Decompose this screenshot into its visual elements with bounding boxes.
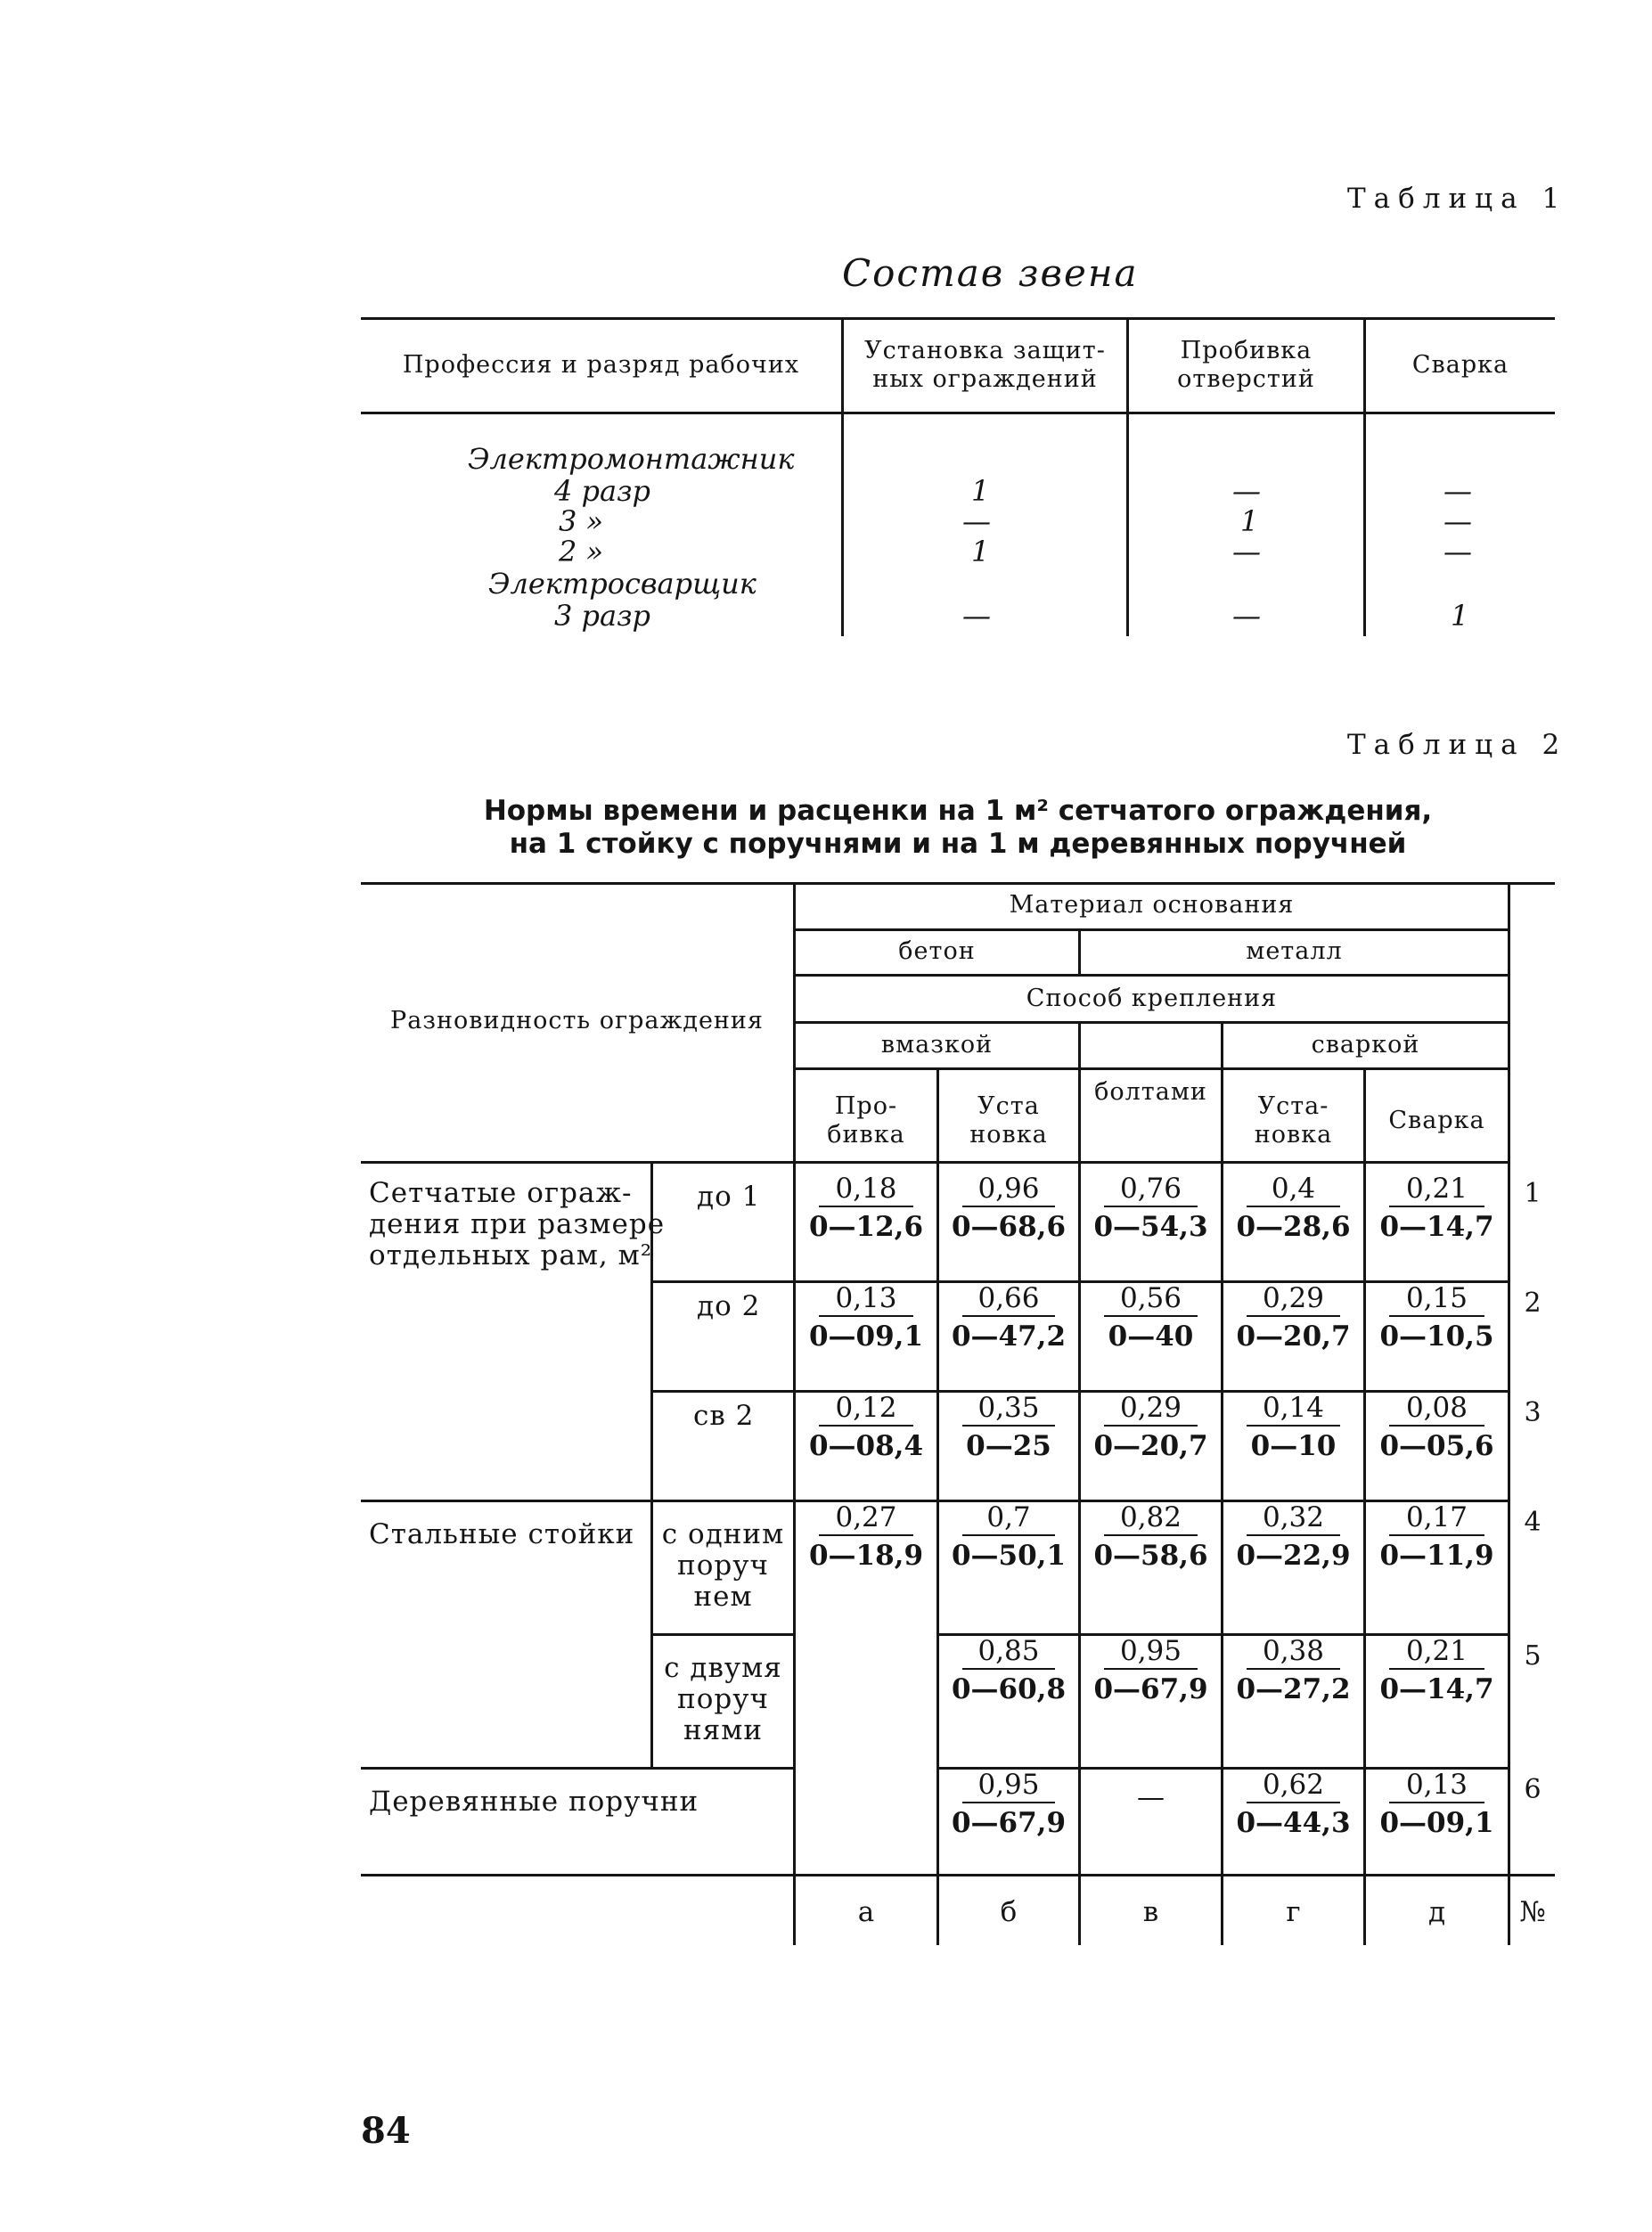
rate-cell [1223,1635,1363,1706]
rate-price: 0—54,3 [1093,1211,1208,1243]
row-number: 1 [1524,1178,1542,1209]
rate-cell [796,1501,936,1573]
rate-cell [1081,1501,1221,1573]
time-norm: 0,15 [1405,1282,1468,1314]
rate-price: 0—68,6 [951,1211,1067,1243]
rate-price: 0—09,1 [1379,1807,1494,1839]
rate-cell [939,1173,1078,1244]
table2-footer-col: г [1286,1896,1301,1928]
table2-header-install-welding: Уста- новка [1254,1092,1333,1149]
time-norm: 0,76 [1119,1173,1182,1205]
time-norm: 0,29 [1119,1392,1182,1424]
table1-cell: — [1443,474,1472,508]
fraction-bar [962,1206,1055,1207]
table2-caption: Таблица 2 [1347,729,1568,761]
time-norm: 0,66 [977,1282,1040,1314]
rate-price: 0—60,8 [951,1673,1067,1705]
time-norm: 0,18 [835,1173,897,1205]
time-norm: 0,4 [1271,1173,1316,1205]
rate-cell [1366,1392,1508,1463]
fraction-bar [962,1425,1055,1427]
rate-price: 0—67,9 [1093,1673,1208,1705]
rate-price: 0—28,6 [1236,1211,1351,1243]
rate-cell [1366,1501,1508,1573]
table2-footer-col: б [1000,1896,1018,1928]
table2-footer-col: в [1142,1896,1159,1928]
table1-header-rule [361,412,1555,414]
table2-rule [793,974,1508,977]
rate-price: 0—44,3 [1236,1807,1351,1839]
rate-cell [1081,1392,1221,1463]
time-norm: 0,56 [1119,1282,1182,1314]
table1-cell: — [962,599,991,633]
rate-price: 0—58,6 [1093,1540,1208,1572]
time-norm: 0,62 [1262,1769,1325,1801]
fraction-bar [1104,1534,1198,1536]
row-number: 6 [1524,1774,1542,1805]
fraction-bar [962,1315,1055,1317]
table2-rule [361,1767,793,1770]
table2-group-posts: Стальные стойки [369,1518,635,1550]
rate-price: 0—50,1 [951,1540,1067,1572]
row-number: 4 [1524,1507,1542,1538]
rate-cell [1081,1282,1221,1353]
table2-header-welding: сваркой [1311,1031,1420,1059]
table2-subrow: до 2 [697,1290,761,1322]
table2-header-material: Материал основания [1009,891,1295,919]
fraction-bar [1389,1425,1484,1427]
rate-price: 0—18,9 [808,1540,924,1572]
rate-cell [939,1392,1078,1463]
fraction-bar [1104,1668,1198,1670]
table2-header-rule [361,1161,1508,1164]
table1-header-install: Установка защит- ных ограждений [864,337,1106,393]
rate-cell [1366,1173,1508,1244]
rate-price: 0—09,1 [808,1320,924,1353]
table1-row-electrician: Электромонтажник [468,442,795,476]
table1-cell: — [1232,474,1261,508]
time-norm: 0,12 [835,1392,897,1424]
fraction-bar [1389,1315,1484,1317]
rate-cell [1223,1282,1363,1353]
fraction-bar [1389,1802,1484,1803]
rate-cell [796,1282,936,1353]
time-norm: 0,21 [1405,1173,1468,1205]
table1-header-profession: Профессия и разряд рабочих [402,351,800,379]
rate-cell [1081,1173,1221,1244]
table2-header-method: Способ крепления [1026,985,1278,1012]
table2-subrow: до 1 [697,1181,761,1213]
rate-price: 0—25 [966,1430,1051,1462]
rate-cell [1366,1769,1508,1840]
table2-footer-no: № [1519,1896,1546,1928]
fraction-bar [962,1534,1055,1536]
empty-cell-dash: — [1137,1781,1165,1813]
rate-price: 0—67,9 [951,1807,1067,1839]
rate-price: 0—14,7 [1379,1211,1494,1243]
rate-price: 0—40 [1108,1320,1194,1353]
table1-cell: — [1232,599,1261,633]
rate-price: 0—10 [1250,1430,1337,1462]
rate-price: 0—05,6 [1379,1430,1494,1462]
fraction-bar [819,1534,913,1536]
rate-price: 0—27,2 [1236,1673,1351,1705]
time-norm: 0,95 [1119,1635,1182,1667]
rate-cell [939,1282,1078,1353]
time-norm: 0,85 [977,1635,1040,1667]
table2-rule [793,1021,1508,1024]
rate-cell [1366,1635,1508,1706]
fraction-bar [1104,1206,1198,1207]
table1-cell: 1 [1240,504,1259,538]
time-norm: 0,38 [1262,1635,1325,1667]
time-norm: 0,96 [977,1173,1040,1205]
table1-cell: 1 [971,474,990,508]
time-norm: 0,35 [977,1392,1040,1424]
fraction-bar [1247,1206,1340,1207]
table2-header-bolts: болтами [1094,1078,1207,1106]
rate-cell [939,1501,1078,1573]
page-number: 84 [361,2110,411,2152]
time-norm: 0,13 [835,1282,897,1314]
time-norm: 0,13 [1405,1769,1468,1801]
table2-title: Нормы времени и расценки на 1 м² сетчатого ограждения, на 1 стойку с поручнями и на 1 м деревянных поручней [483,795,1433,860]
table2-rule [793,1067,1508,1070]
table1-row-grade2: 2 » [559,535,604,568]
table1-cell: 1 [971,535,990,568]
rate-price: 0—47,2 [951,1320,1067,1353]
time-norm: 0,7 [986,1501,1031,1533]
time-norm: 0,14 [1262,1392,1325,1424]
table2-header-install: Уста новка [969,1092,1048,1149]
table2-header-metal: металл [1246,937,1343,965]
rate-cell [1223,1501,1363,1573]
rate-cell [796,1173,936,1244]
table2-header-punch: Про- бивка [827,1092,905,1149]
time-norm: 0,21 [1405,1635,1468,1667]
fraction-bar [1247,1425,1340,1427]
fraction-bar [1389,1206,1484,1207]
row-number: 2 [1524,1288,1542,1319]
table1-row-welder-grade3: 3 разр [554,599,651,633]
rate-price: 0—14,7 [1379,1673,1494,1705]
rate-price: 0—10,5 [1379,1320,1494,1353]
table2-header-putty: вмазкой [880,1031,994,1059]
table1-header-weld: Сварка [1411,351,1509,379]
fraction-bar [1247,1802,1340,1803]
time-norm: 0,95 [977,1769,1040,1801]
fraction-bar [962,1668,1055,1670]
fraction-bar [1247,1315,1340,1317]
table1-caption: Таблица 1 [1347,183,1568,215]
table1-cell: 1 [1451,599,1469,633]
table2-group-rails: Деревянные поручни [369,1786,699,1818]
rate-cell [1223,1392,1363,1463]
table1-header-punch: Пробивка отверстий [1177,337,1315,393]
table2-top-rule [361,882,1555,885]
table2-rule [793,928,1508,931]
rate-cell [1223,1769,1363,1840]
fraction-bar [1389,1668,1484,1670]
row-number: 5 [1524,1640,1542,1672]
time-norm: 0,82 [1119,1501,1182,1533]
table1-cell: — [1443,535,1472,568]
table2-group-mesh: Сетчатые ограж- дения при размере отдельных рам, м² [369,1177,666,1271]
table1-top-rule [361,317,1555,320]
table2-subrow: с одним поруч нем [661,1518,785,1613]
fraction-bar [1247,1534,1340,1536]
rate-price: 0—22,9 [1236,1540,1351,1572]
rate-price: 0—12,6 [808,1211,924,1243]
time-norm: 0,32 [1262,1501,1325,1533]
table2-footer-col: а [857,1896,875,1928]
time-norm: 0,29 [1262,1282,1325,1314]
rate-price: 0—11,9 [1379,1540,1494,1572]
fraction-bar [962,1802,1055,1803]
fraction-bar [1247,1668,1340,1670]
table2-rule [650,1633,793,1636]
table1-title: Состав звена [842,251,1139,295]
table2-bottom-rule [361,1874,1555,1876]
rate-cell [1223,1173,1363,1244]
table1-cell: — [1443,504,1472,538]
table1-row-grade4: 4 разр [554,474,651,508]
time-norm: 0,27 [835,1501,897,1533]
fraction-bar [1104,1315,1198,1317]
table2-header-weld: Сварка [1388,1107,1485,1134]
rate-price: 0—20,7 [1236,1320,1351,1353]
rate-cell [1081,1635,1221,1706]
time-norm: 0,08 [1405,1392,1468,1424]
row-number: 3 [1524,1397,1542,1428]
rate-cell [939,1635,1078,1706]
table2-footer-col: д [1427,1896,1446,1928]
rate-cell [939,1769,1078,1840]
table2-header-kind: Разновидность ограждения [390,1007,764,1034]
table2-subrow: св 2 [693,1400,755,1432]
time-norm: 0,17 [1405,1501,1468,1533]
rate-price: 0—08,4 [808,1430,924,1462]
fraction-bar [819,1425,913,1427]
rate-cell [1366,1282,1508,1353]
table1-row-welder: Электросварщик [488,567,756,601]
table1-cell: — [1232,535,1261,568]
fraction-bar [819,1315,913,1317]
fraction-bar [1389,1534,1484,1536]
fraction-bar [819,1206,913,1207]
table1-row-grade3: 3 » [559,504,604,538]
rate-price: 0—20,7 [1093,1430,1208,1462]
rate-cell [796,1392,936,1463]
fraction-bar [1104,1425,1198,1427]
table2-header-concrete: бетон [898,937,976,965]
table2-subrow: с двумя поруч нями [664,1652,782,1746]
table1-cell: — [962,504,991,538]
